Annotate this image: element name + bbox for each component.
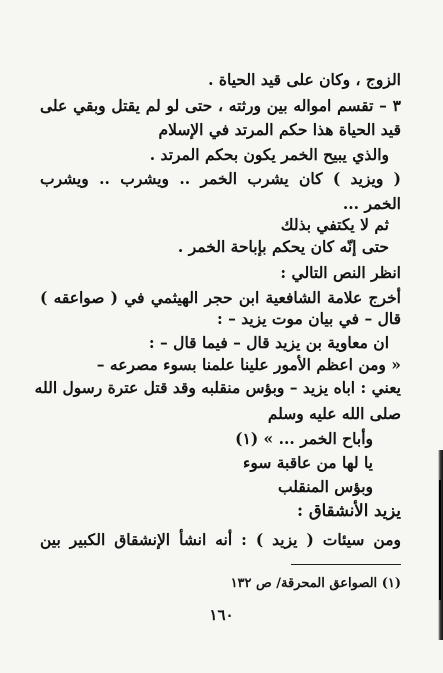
text-line-17: يا لها من عاقبة سوء — [243, 453, 373, 472]
page-number: ١٦٠ — [209, 606, 234, 624]
text-line-4: والذي يبيح الخمر يكون بحكم المرتد . — [149, 145, 389, 164]
text-line-5: ( ويزيد ) كان يشرب الخمر .. ويشرب .. ويشرب — [40, 169, 401, 188]
text-line-3: قيد الحياة هذا حكم المرتد في الإسلام — [158, 120, 401, 139]
text-line-18: وبؤس المنقلب — [278, 477, 373, 496]
page-edge-mark — [439, 480, 441, 600]
text-line-11: قال – في بيان موت يزيد – : — [216, 309, 401, 328]
text-line-20: ومن سيئات ( يزيد ) : أنه انشأ الإنشقاق الكبير بين — [40, 530, 401, 549]
footnote-divider — [291, 564, 401, 565]
text-line-16: وأباح الخمر ... » (١) — [235, 429, 373, 448]
text-line-10: أخرج علامة الشافعية ابن حجر الهيثمي في ( صواعقه ) — [40, 288, 401, 307]
text-line-7: ثم لا يكتفي بذلك — [280, 215, 389, 234]
footnote: (١) الصواعق المحرقة/ ص ١٣٢ — [230, 576, 401, 591]
text-line-1: الزوج ، وكان على قيد الحياة . — [208, 70, 401, 89]
text-line-14: يعني : اباه يزيد – وبؤس منقلبه وقد قتل عترة رسول الله — [34, 378, 401, 397]
text-line-15: صلى الله عليه وسلم — [267, 404, 401, 423]
text-line-12: ان معاوية بن يزيد قال – فيما قال – : — [148, 333, 389, 352]
text-line-9: انظر النص التالي : — [280, 263, 401, 282]
text-line-6: الخمر ... — [342, 194, 401, 213]
text-line-13: « ومن اعظم الأمور علينا علمنا بسوء مصرعه – — [96, 355, 401, 374]
text-line-8: حتى إنّه كان يحكم بإباحة الخمر . — [177, 237, 389, 256]
section-heading: يزيد الأنشقاق : — [296, 501, 401, 520]
text-line-2: ٣ – تقسم امواله بين ورثته ، حتى لو لم يقتل وبقي على — [40, 96, 401, 115]
